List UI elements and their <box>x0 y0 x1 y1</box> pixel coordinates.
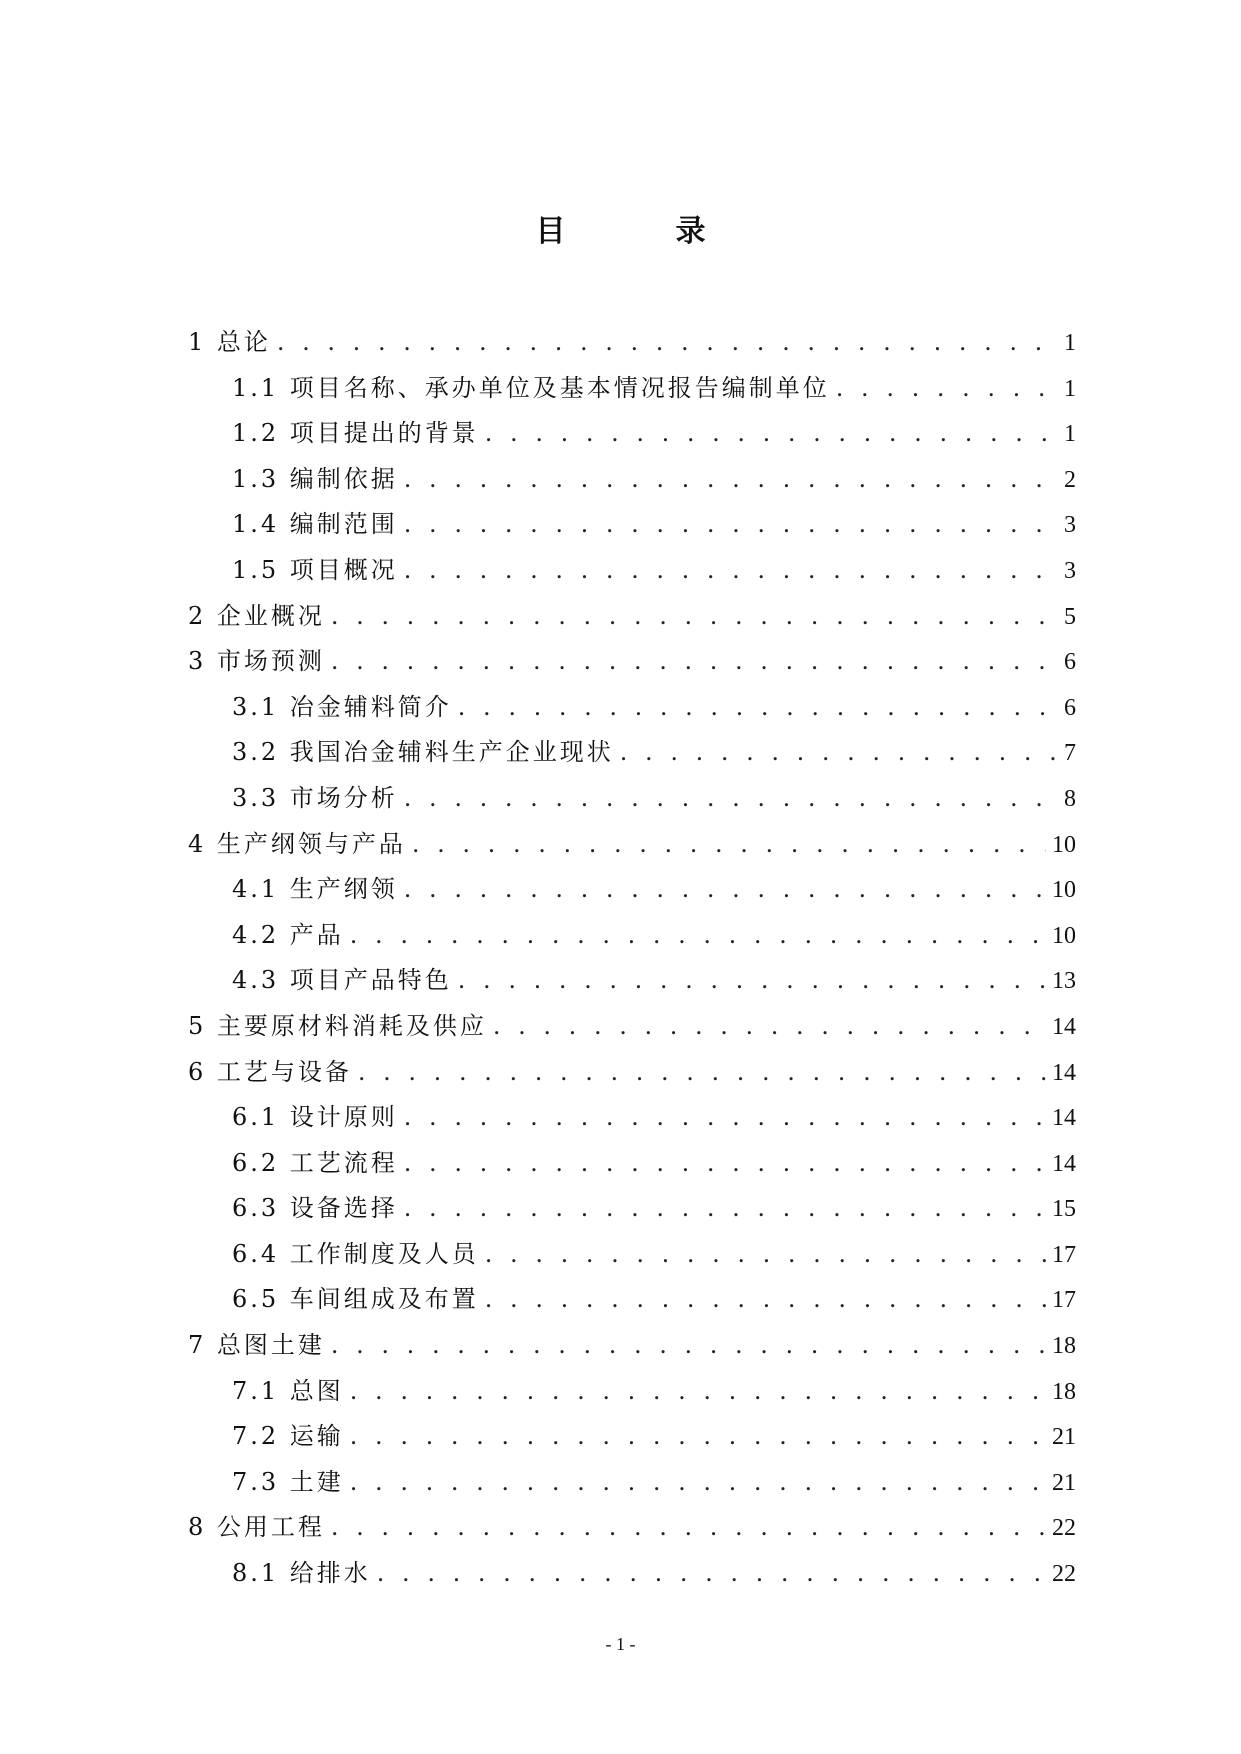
page-title: 目 录 <box>535 214 746 249</box>
toc-entry-page-number: 14 <box>1052 1013 1076 1040</box>
toc-entry-page-number: 14 <box>1052 1105 1076 1132</box>
toc-entry-page-number: 22 <box>1052 1561 1076 1588</box>
toc-section-entry[interactable] <box>188 776 1076 822</box>
toc-entry-page-number: 18 <box>1052 1333 1076 1360</box>
toc-entry-label: 1.2 项目提出的背景 <box>232 419 479 448</box>
toc-section-entry[interactable] <box>188 1186 1076 1232</box>
toc-dot-leader <box>404 867 1046 913</box>
toc-entry-page-number: 17 <box>1052 1287 1076 1314</box>
toc-entry-page-number: 3 <box>1064 512 1076 539</box>
toc-entry-label: 3.1 冶金辅料简介 <box>232 692 452 721</box>
toc-chapter-entry[interactable] <box>188 320 1076 366</box>
page-number-footer: - 1 - <box>605 1634 636 1654</box>
toc-entry-label: 1.4 编制范围 <box>232 510 398 539</box>
toc-entry-label: 6 工艺与设备 <box>188 1057 352 1086</box>
toc-entry-label: 8 公用工程 <box>188 1513 325 1542</box>
toc-entry-label: 6.4 工作制度及人员 <box>232 1239 479 1268</box>
toc-chapter-entry[interactable] <box>188 822 1076 868</box>
toc-section-entry[interactable] <box>188 411 1076 457</box>
toc-dot-leader <box>404 1186 1046 1232</box>
toc-dot-leader <box>358 1050 1046 1096</box>
toc-chapter-entry[interactable] <box>188 639 1076 685</box>
toc-dot-leader <box>404 548 1058 594</box>
toc-entry-page-number: 15 <box>1052 1196 1076 1223</box>
toc-chapter-entry[interactable] <box>188 1505 1076 1551</box>
toc-entry-label: 7.2 运输 <box>232 1422 344 1451</box>
toc-dot-leader <box>277 320 1058 366</box>
toc-dot-leader <box>485 1232 1046 1278</box>
toc-entry-page-number: 8 <box>1064 785 1076 812</box>
toc-dot-leader <box>350 913 1046 959</box>
toc-section-entry[interactable] <box>188 1369 1076 1415</box>
toc-dot-leader <box>377 1551 1046 1597</box>
toc-dot-leader <box>836 366 1058 412</box>
toc-entry-label: 6.2 工艺流程 <box>232 1148 398 1177</box>
toc-section-entry[interactable] <box>188 730 1076 776</box>
toc-section-entry[interactable] <box>188 867 1076 913</box>
toc-chapter-entry[interactable] <box>188 594 1076 640</box>
toc-entry-label: 3.3 市场分析 <box>232 783 398 812</box>
toc-entry-label: 4.2 产品 <box>232 920 344 949</box>
toc-entry-label: 8.1 给排水 <box>232 1559 371 1588</box>
toc-entry-label: 2 企业概况 <box>188 601 325 630</box>
toc-section-entry[interactable] <box>188 913 1076 959</box>
toc-entry-page-number: 1 <box>1064 375 1076 402</box>
toc-dot-leader <box>404 1141 1046 1187</box>
toc-entry-page-number: 18 <box>1052 1378 1076 1405</box>
toc-dot-leader <box>458 958 1046 1004</box>
toc-dot-leader <box>485 411 1058 457</box>
toc-entry-label: 6.1 设计原则 <box>232 1103 398 1132</box>
toc-section-entry[interactable] <box>188 548 1076 594</box>
toc-entry-page-number: 10 <box>1052 922 1076 949</box>
toc-dot-leader <box>404 1095 1046 1141</box>
toc-entry-label: 1.3 编制依据 <box>232 464 398 493</box>
toc-dot-leader <box>404 502 1058 548</box>
toc-entry-page-number: 22 <box>1052 1515 1076 1542</box>
toc-entry-label: 6.5 车间组成及布置 <box>232 1285 479 1314</box>
toc-entry-label: 7 总图土建 <box>188 1331 325 1360</box>
toc-dot-leader <box>331 1323 1046 1369</box>
toc-entry-page-number: 21 <box>1052 1469 1076 1496</box>
toc-dot-leader <box>485 1277 1046 1323</box>
toc-entry-page-number: 2 <box>1064 466 1076 493</box>
toc-entry-label: 3 市场预测 <box>188 647 325 676</box>
toc-entry-page-number: 6 <box>1064 694 1076 721</box>
toc-entry-page-number: 1 <box>1064 421 1076 448</box>
toc-entry-page-number: 3 <box>1064 557 1076 584</box>
toc-section-entry[interactable] <box>188 685 1076 731</box>
table-of-contents <box>188 320 1076 1597</box>
toc-entry-label: 3.2 我国冶金辅料生产企业现状 <box>232 738 614 767</box>
toc-entry-page-number: 10 <box>1052 877 1076 904</box>
toc-section-entry[interactable] <box>188 1460 1076 1506</box>
toc-entry-page-number: 7 <box>1064 740 1076 767</box>
toc-dot-leader <box>404 776 1058 822</box>
toc-dot-leader <box>620 730 1058 776</box>
toc-entry-label: 1.1 项目名称、承办单位及基本情况报告编制单位 <box>232 373 830 402</box>
toc-dot-leader <box>350 1414 1046 1460</box>
toc-dot-leader <box>350 1460 1046 1506</box>
toc-chapter-entry[interactable] <box>188 1323 1076 1369</box>
toc-section-entry[interactable] <box>188 1551 1076 1597</box>
toc-entry-page-number: 10 <box>1052 831 1076 858</box>
toc-entry-label: 4.3 项目产品特色 <box>232 966 452 995</box>
toc-section-entry[interactable] <box>188 502 1076 548</box>
toc-dot-leader <box>331 639 1058 685</box>
toc-dot-leader <box>350 1369 1046 1415</box>
toc-entry-label: 7.1 总图 <box>232 1376 344 1405</box>
toc-entry-page-number: 6 <box>1064 649 1076 676</box>
toc-dot-leader <box>458 685 1058 731</box>
toc-entry-label: 4 生产纲领与产品 <box>188 829 406 858</box>
toc-chapter-entry[interactable] <box>188 1004 1076 1050</box>
toc-section-entry[interactable] <box>188 1277 1076 1323</box>
toc-section-entry[interactable] <box>188 1414 1076 1460</box>
toc-section-entry[interactable] <box>188 457 1076 503</box>
toc-dot-leader <box>331 594 1058 640</box>
toc-entry-page-number: 13 <box>1052 968 1076 995</box>
toc-dot-leader <box>412 822 1046 868</box>
toc-entry-page-number: 21 <box>1052 1424 1076 1451</box>
toc-entry-label: 5 主要原材料消耗及供应 <box>188 1011 487 1040</box>
toc-chapter-entry[interactable] <box>188 1050 1076 1096</box>
toc-section-entry[interactable] <box>188 1232 1076 1278</box>
toc-section-entry[interactable] <box>188 366 1076 412</box>
toc-section-entry[interactable] <box>188 1141 1076 1187</box>
toc-entry-label: 1 总论 <box>188 328 271 356</box>
toc-entry-label: 4.1 生产纲领 <box>232 875 398 904</box>
toc-entry-page-number: 5 <box>1064 603 1076 630</box>
toc-entry-page-number: 1 <box>1064 330 1076 356</box>
toc-entry-page-number: 17 <box>1052 1241 1076 1268</box>
toc-section-entry[interactable] <box>188 1095 1076 1141</box>
toc-section-entry[interactable] <box>188 958 1076 1004</box>
toc-entry-label: 1.5 项目概况 <box>232 555 398 584</box>
toc-entry-page-number: 14 <box>1052 1150 1076 1177</box>
toc-entry-page-number: 14 <box>1052 1059 1076 1086</box>
toc-entry-label: 6.3 设备选择 <box>232 1194 398 1223</box>
toc-dot-leader <box>404 457 1058 503</box>
toc-dot-leader <box>331 1505 1046 1551</box>
toc-entry-label: 7.3 土建 <box>232 1467 344 1496</box>
toc-dot-leader <box>493 1004 1046 1050</box>
